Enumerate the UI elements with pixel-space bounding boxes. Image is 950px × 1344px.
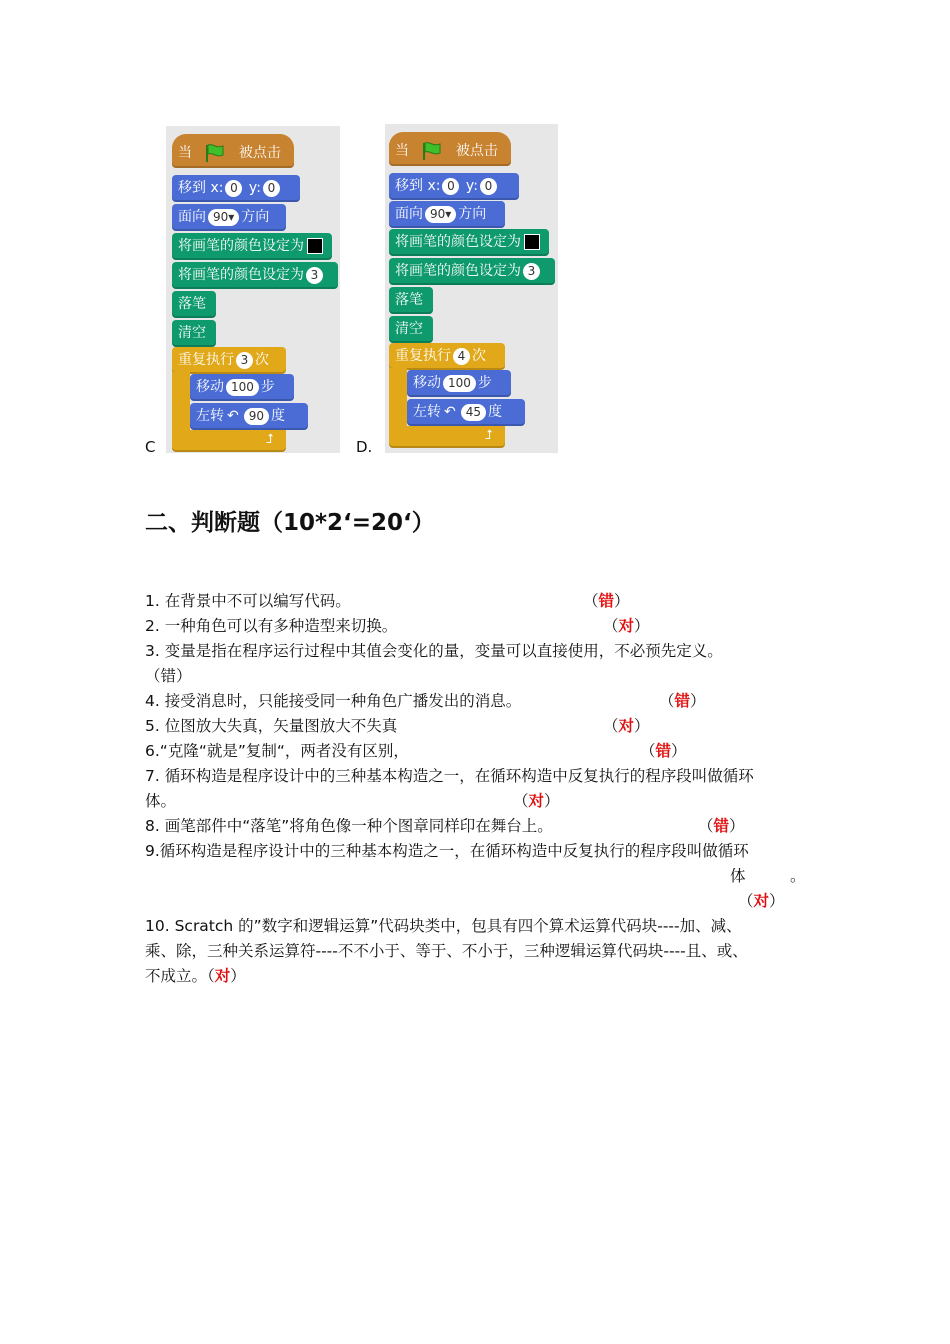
y-input[interactable]: 0 <box>480 178 497 195</box>
degrees-suffix: 度 <box>488 404 503 420</box>
answer-mark: 错 <box>160 667 177 685</box>
clicked-label: 被点击 <box>455 143 498 159</box>
turn-left-icon: ↶ <box>227 408 239 424</box>
question-7 <box>145 764 754 789</box>
answer-mark: 错 <box>655 742 672 760</box>
set-pen-color-value-block <box>172 262 338 289</box>
repeat-label: 重复执行 <box>395 348 451 364</box>
when-label: 当 <box>178 145 192 161</box>
pen-color-label: 将画笔的颜色设定为 <box>395 263 521 279</box>
when-flag-clicked-block <box>389 132 511 166</box>
question-1 <box>145 589 351 614</box>
repeat-suffix: 次 <box>472 348 486 364</box>
question-text: 10. Scratch 的”数字和逻辑运算”代码块类中，包具有四个算术运算代码块----加、减、 <box>145 917 742 935</box>
question-9-cont <box>730 864 746 889</box>
question-8 <box>145 814 553 839</box>
question-text: 3. 变量是指在程序运行过程中其值会变化的量，变量可以直接使用，不必预先定义。 <box>145 642 723 660</box>
scratch-script-c <box>166 126 340 453</box>
direction-suffix: 方向 <box>458 206 487 222</box>
pen-down-label: 落笔 <box>395 292 423 308</box>
section-title: 二、判断题（10*2‘=20‘） <box>145 510 435 536</box>
question-10-cont2 <box>145 964 246 989</box>
when-label: 当 <box>395 143 409 159</box>
pen-color-label: 将画笔的颜色设定为 <box>178 238 304 254</box>
direction-input[interactable]: 90▾ <box>208 209 239 226</box>
x-input[interactable]: 0 <box>442 178 459 195</box>
question-9 <box>145 839 749 864</box>
pen-down-block <box>172 291 216 318</box>
turn-left-icon: ↶ <box>444 404 456 420</box>
answer-8: （错） <box>698 817 745 835</box>
repeat-suffix: 次 <box>255 352 269 368</box>
when-flag-clicked-block <box>172 134 294 168</box>
question-text: 4. 接受消息时，只能接受同一种角色广播发出的消息。 <box>145 692 522 710</box>
degrees-suffix: 度 <box>271 408 286 424</box>
y-label: y: <box>465 178 478 194</box>
move-steps-block <box>407 370 511 397</box>
clear-block <box>172 320 216 347</box>
point-direction-block <box>389 201 505 228</box>
question-text: 体。 <box>145 792 177 810</box>
question-text: 体 <box>730 867 746 885</box>
question-10 <box>145 914 742 939</box>
question-text: 乘、除，三种关系运算符----不不小于、等于、不小于，三种逻辑运算代码块----且、或、 <box>145 942 748 960</box>
green-flag-icon <box>421 141 443 161</box>
answer-6: （错） <box>640 742 687 760</box>
set-pen-color-block <box>389 229 549 256</box>
question-text: 1. 在背景中不可以编写代码。 <box>145 592 351 610</box>
answer-mark: 对 <box>753 892 770 910</box>
color-swatch[interactable] <box>307 238 323 254</box>
move-label: 移动 <box>196 379 224 395</box>
degrees-input[interactable]: 90 <box>244 408 269 425</box>
x-label: x: <box>210 180 224 196</box>
answer-mark: 错 <box>713 817 730 835</box>
clicked-label: 被点击 <box>238 145 281 161</box>
point-label: 面向 <box>178 209 206 225</box>
answer-3: （错） <box>145 667 192 685</box>
y-label: y: <box>248 180 261 196</box>
answer-5: （对） <box>603 717 650 735</box>
question-text: 2. 一种角色可以有多种造型来切换。 <box>145 617 398 635</box>
direction-suffix: 方向 <box>241 209 270 225</box>
loop-arrow-icon: ⮥ <box>485 428 493 443</box>
point-direction-block <box>172 204 286 231</box>
clear-block <box>389 316 433 343</box>
set-pen-color-value-block <box>389 258 555 285</box>
goto-xy-block <box>389 173 519 200</box>
goto-label: 移到 <box>395 178 423 194</box>
repeat-block <box>172 347 286 374</box>
steps-input[interactable]: 100 <box>443 375 476 392</box>
repeat-count-input[interactable]: 3 <box>236 352 253 369</box>
pen-color-label: 将画笔的颜色设定为 <box>178 267 304 283</box>
question-6 <box>145 739 409 764</box>
question-4 <box>145 689 521 714</box>
question-text: 7. 循环构造是程序设计中的三种基本构造之一，在循环构造中反复执行的程序段叫做循环 <box>145 767 754 785</box>
pen-down-label: 落笔 <box>178 296 206 312</box>
question-text: 8. 画笔部件中“落笔”将角色像一种个图章同样印在舞台上。 <box>145 817 553 835</box>
move-steps-block <box>190 374 294 401</box>
question-9-cont2 <box>790 864 806 889</box>
pen-color-input[interactable]: 3 <box>523 263 540 280</box>
move-label: 移动 <box>413 375 441 391</box>
option-d-label: D. <box>356 438 373 456</box>
x-input[interactable]: 0 <box>225 180 242 197</box>
question-10-cont <box>145 939 748 964</box>
repeat-loop-side <box>172 372 190 430</box>
question-2 <box>145 614 397 639</box>
color-swatch[interactable] <box>524 234 540 250</box>
question-text: 6.“克隆“就是”复制“，两者没有区别， <box>145 742 409 760</box>
answer-1: （错） <box>583 592 630 610</box>
turn-label: 左转 <box>196 408 224 424</box>
point-label: 面向 <box>395 206 423 222</box>
goto-xy-block <box>172 175 300 202</box>
pen-color-input[interactable]: 3 <box>306 267 323 284</box>
repeat-count-input[interactable]: 4 <box>453 348 470 365</box>
set-pen-color-block <box>172 233 332 260</box>
answer-mark: 对 <box>618 617 635 635</box>
option-c-label: C <box>145 438 156 456</box>
repeat-label: 重复执行 <box>178 352 234 368</box>
steps-suffix: 步 <box>477 375 492 391</box>
question-text: 9.循环构造是程序设计中的三种基本构造之一，在循环构造中反复执行的程序段叫做循环 <box>145 842 749 860</box>
answer-4: （错） <box>659 692 706 710</box>
scratch-script-d <box>385 124 558 453</box>
close-paren: ） <box>230 967 246 985</box>
question-5 <box>145 714 397 739</box>
answer-mark: 错 <box>598 592 615 610</box>
y-input[interactable]: 0 <box>263 180 280 197</box>
repeat-loop-side <box>389 368 407 426</box>
question-text: 5. 位图放大失真，矢量图放大不失真 <box>145 717 398 735</box>
goto-label: 移到 <box>178 180 206 196</box>
x-label: x: <box>427 178 441 194</box>
green-flag-icon <box>204 143 226 163</box>
loop-arrow-icon: ⮥ <box>266 432 274 447</box>
clear-label: 清空 <box>395 321 423 337</box>
question-text: 不成立。（ <box>145 967 215 985</box>
turn-label: 左转 <box>413 404 441 420</box>
direction-input[interactable]: 90▾ <box>425 206 456 223</box>
question-7-cont <box>145 789 176 814</box>
answer-mark: 对 <box>214 967 231 985</box>
answer-mark: 错 <box>674 692 691 710</box>
question-3 <box>145 639 723 664</box>
steps-suffix: 步 <box>260 379 275 395</box>
steps-input[interactable]: 100 <box>226 379 259 396</box>
pen-down-block <box>389 287 433 314</box>
answer-7: （对） <box>513 792 560 810</box>
degrees-input[interactable]: 45 <box>461 404 486 421</box>
answer-mark: 对 <box>618 717 635 735</box>
turn-left-block <box>190 403 308 430</box>
clear-label: 清空 <box>178 325 206 341</box>
answer-9: （对） <box>738 892 785 910</box>
repeat-block <box>389 343 505 370</box>
answer-2: （对） <box>603 617 650 635</box>
question-text: 。 <box>790 867 806 885</box>
answer-mark: 对 <box>528 792 545 810</box>
pen-color-label: 将画笔的颜色设定为 <box>395 234 521 250</box>
turn-left-block <box>407 399 525 426</box>
